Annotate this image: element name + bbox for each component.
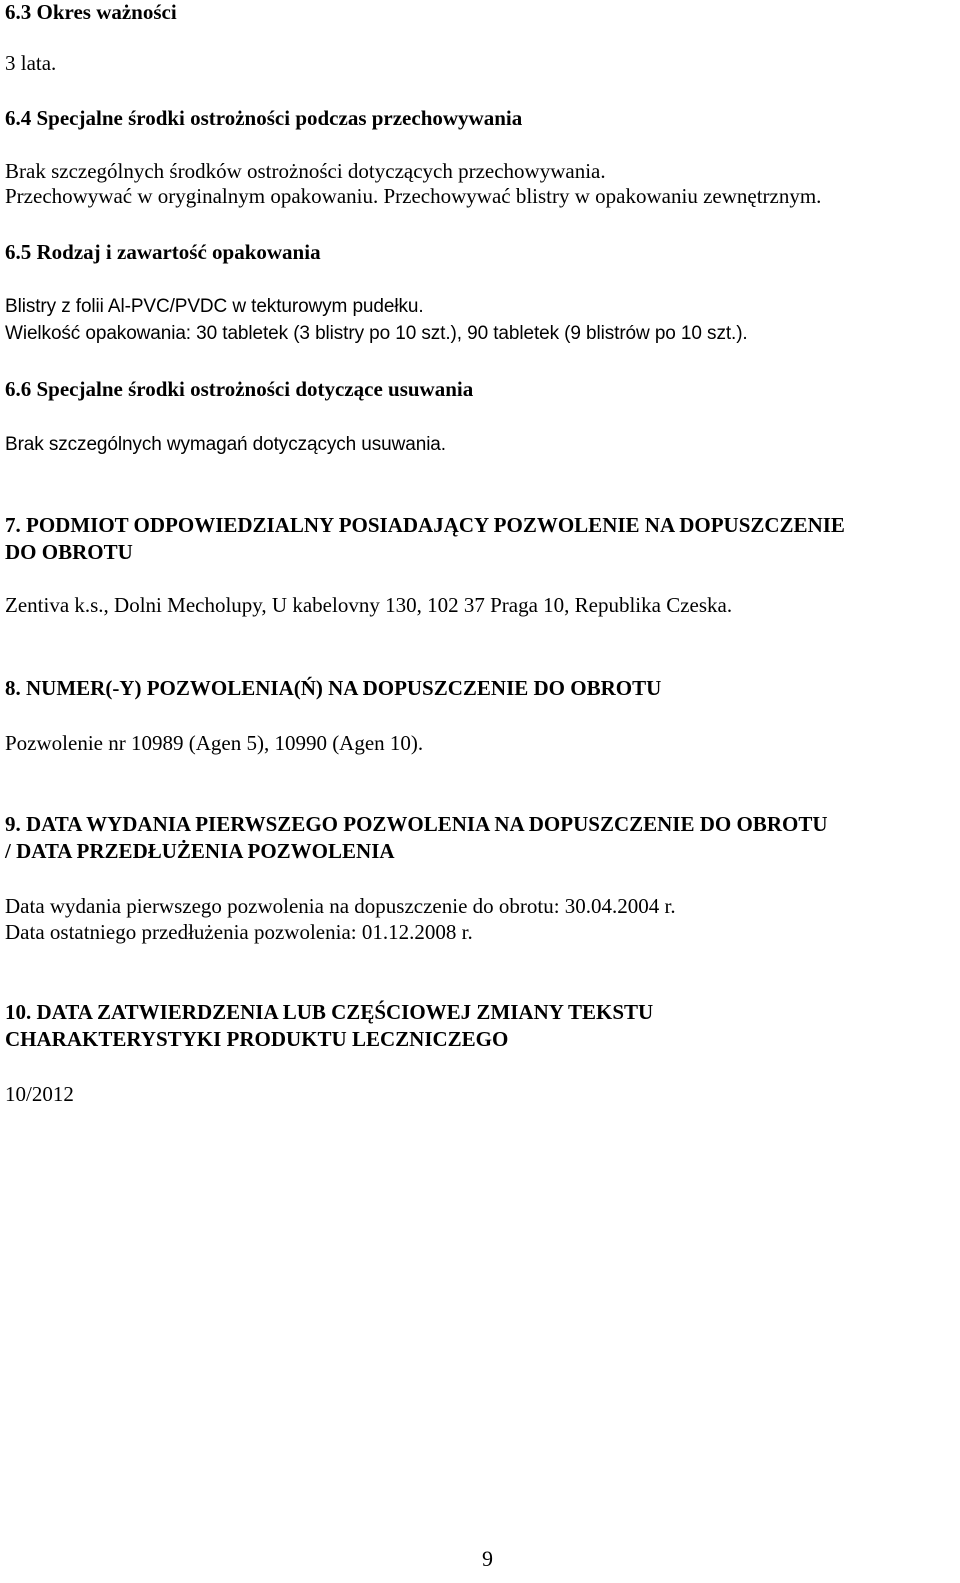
section-6-6-text: Brak szczególnych wymagań dotyczących usuwania. [5,434,446,455]
section-10-text: 10/2012 [5,1082,74,1106]
section-8-heading: 8. NUMER(-Y) POZWOLENIA(Ń) NA DOPUSZCZENIE DO OBROTU [5,676,662,700]
section-6-4-line-1: Brak szczególnych środków ostrożności dotyczących przechowywania. [5,159,606,183]
section-10-heading-line-2: CHARAKTERYSTYKI PRODUKTU LECZNICZEGO [5,1027,509,1051]
section-9-heading-line-2: / DATA PRZEDŁUŻENIA POZWOLENIA [5,839,395,863]
section-7-heading-line-2: DO OBROTU [5,540,133,564]
section-6-4-line-2: Przechowywać w oryginalnym opakowaniu. Przechowywać blistry w opakowaniu zewnętrznym. [5,184,822,208]
section-6-5-line-1: Blistry z folii Al-PVC/PVDC w tekturowym pudełku. [5,296,424,317]
section-7-text: Zentiva k.s., Dolni Mecholupy, U kabelovny 130, 102 37 Praga 10, Republika Czeska. [5,593,733,617]
section-6-6-heading: 6.6 Specjalne środki ostrożności dotyczące usuwania [5,377,474,401]
section-6-5-heading: 6.5 Rodzaj i zawartość opakowania [5,240,321,264]
section-7-heading-line-1: 7. PODMIOT ODPOWIEDZIALNY POSIADAJĄCY POZWOLENIE NA DOPUSZCZENIE [5,513,845,537]
section-9-heading-line-1: 9. DATA WYDANIA PIERWSZEGO POZWOLENIA NA DOPUSZCZENIE DO OBROTU [5,812,828,836]
section-6-3-heading: 6.3 Okres ważności [5,0,177,24]
page-number: 9 [482,1546,493,1571]
section-10-heading-line-1: 10. DATA ZATWIERDZENIA LUB CZĘŚCIOWEJ ZMIANY TEKSTU [5,1000,654,1024]
section-8-text: Pozwolenie nr 10989 (Agen 5), 10990 (Agen 10). [5,731,424,755]
section-6-3-text: 3 lata. [5,51,57,75]
section-6-5-line-2: Wielkość opakowania: 30 tabletek (3 blistry po 10 szt.), 90 tabletek (9 blistrów po 10 szt.). [5,323,748,344]
section-9-line-2: Data ostatniego przedłużenia pozwolenia: 01.12.2008 r. [5,920,473,944]
section-6-4-heading: 6.4 Specjalne środki ostrożności podczas przechowywania [5,106,523,130]
section-9-line-1: Data wydania pierwszego pozwolenia na dopuszczenie do obrotu: 30.04.2004 r. [5,894,676,918]
